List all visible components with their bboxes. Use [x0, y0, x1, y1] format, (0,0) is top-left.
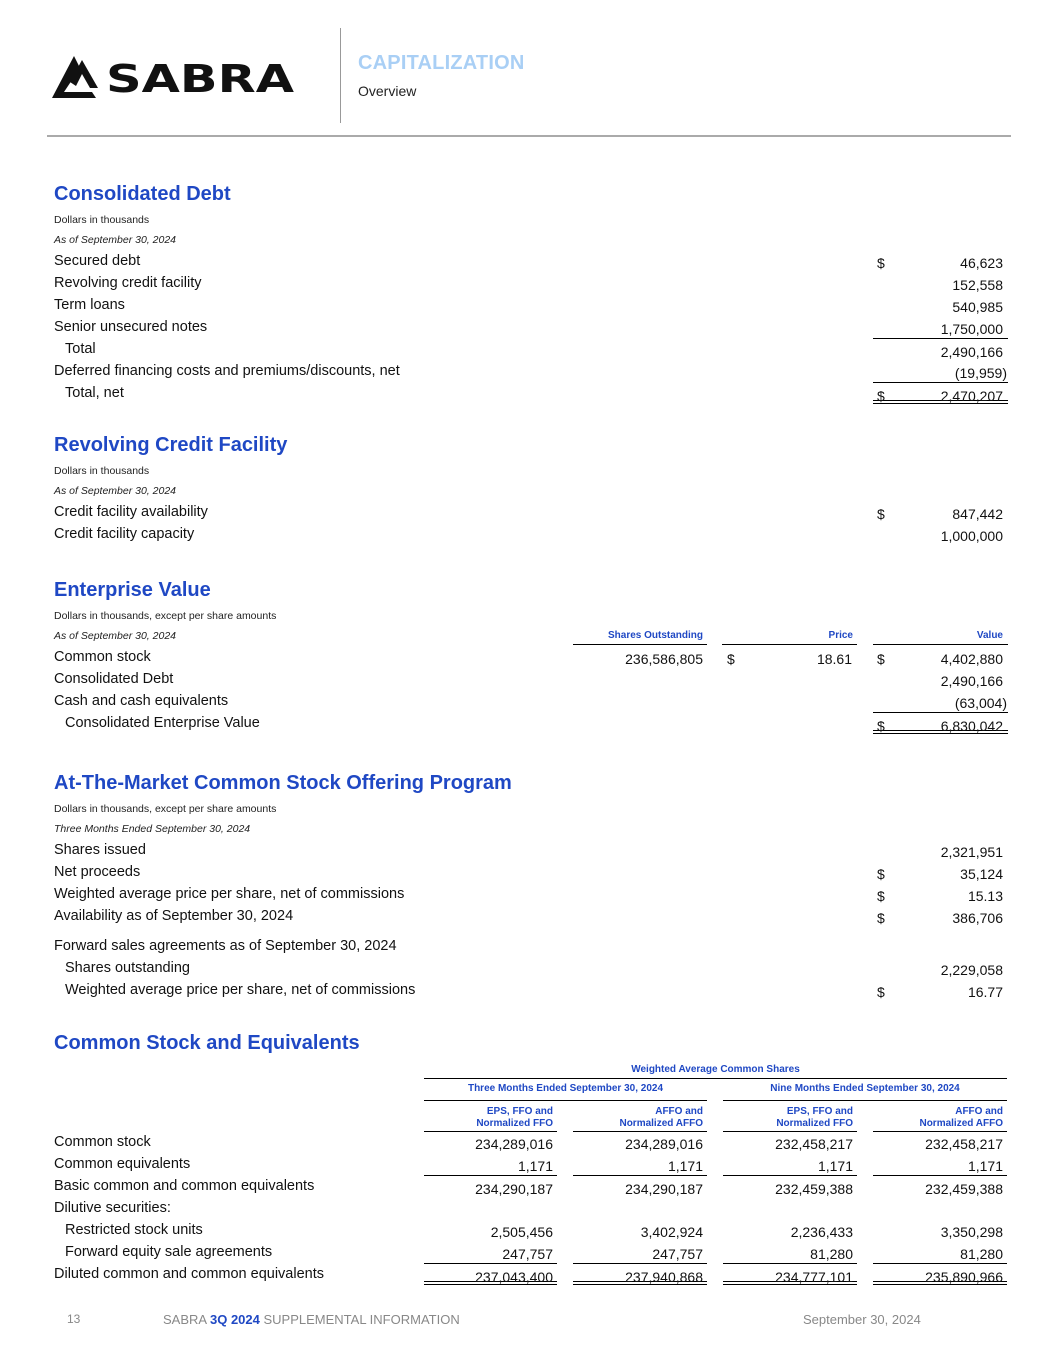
table-cell [723, 1175, 857, 1197]
table-cell [873, 979, 1008, 1001]
units-note: Dollars in thousands, except per share amounts [54, 610, 277, 622]
cell-value: 35,124 [960, 866, 1003, 882]
table-cell [723, 1219, 857, 1241]
cell-value: 1,171 [967, 1158, 1003, 1174]
table-cell [873, 316, 1008, 338]
table-cell [573, 1131, 707, 1153]
footer-period: 3Q 2024 [209, 1312, 260, 1327]
cell-value: 3,402,924 [640, 1224, 703, 1240]
table-row [0, 861, 1055, 883]
table-row [0, 523, 1055, 545]
table-row [0, 1241, 1055, 1263]
group-header: Weighted Average Common Shares [631, 1064, 800, 1075]
table-cell [873, 1131, 1007, 1153]
cell-value: 234,289,016 [475, 1136, 553, 1152]
table-cell [873, 690, 1008, 712]
table-cell [873, 294, 1008, 316]
row-label: Shares issued [54, 842, 146, 858]
footer-brand: SABRA [163, 1312, 207, 1327]
col-header: EPS, FFO and Normalized FFO [776, 1106, 853, 1129]
table-cell [424, 1219, 557, 1241]
table-row [0, 338, 1055, 360]
table-cell [873, 501, 1008, 523]
currency-symbol: $ [877, 984, 885, 1000]
table-cell [873, 712, 1008, 734]
table-cell [723, 1263, 857, 1285]
row-label: Credit facility capacity [54, 526, 195, 542]
row-label: Common equivalents [54, 1156, 191, 1172]
table-row [0, 1153, 1055, 1175]
table-row [0, 712, 1055, 734]
cell-value: 1,750,000 [940, 321, 1003, 337]
header-rule [47, 135, 1011, 137]
common-stock-table [0, 1131, 1055, 1285]
table-cell [873, 883, 1008, 905]
currency-symbol: $ [877, 388, 885, 404]
cell-value: 232,458,217 [925, 1136, 1003, 1152]
cell-value: 15.13 [967, 888, 1003, 904]
row-label: Basic common and common equivalents [54, 1178, 315, 1194]
cell-value: 2,229,058 [940, 962, 1003, 978]
cell-value: 237,043,400 [475, 1269, 553, 1285]
table-cell [573, 646, 707, 668]
cell-value: 540,985 [952, 299, 1003, 315]
section-title: Common Stock and Equivalents [54, 1032, 360, 1054]
table-cell [873, 250, 1008, 272]
cell-value: 3,350,298 [940, 1224, 1003, 1240]
row-label: Diluted common and common equivalents [54, 1266, 324, 1282]
table-row [0, 382, 1055, 404]
units-note: Dollars in thousands, except per share amounts [54, 803, 277, 815]
currency-symbol: $ [877, 718, 885, 734]
units-note: Dollars in thousands [54, 465, 150, 477]
cell-value: 46,623 [960, 255, 1003, 271]
row-label: Weighted average price per share, net of commissions [54, 886, 405, 902]
cell-value: (63,004) [954, 695, 1007, 711]
table-row [0, 883, 1055, 905]
table-row [0, 250, 1055, 272]
cell-value: 1,171 [817, 1158, 853, 1174]
cell-value: 234,289,016 [625, 1136, 703, 1152]
row-label: Weighted average price per share, net of commissions [65, 982, 416, 998]
ev-table [0, 646, 1055, 734]
svg-text:SABRA: SABRA [106, 57, 295, 98]
table-row [0, 1131, 1055, 1153]
footer-doc-title [163, 1312, 460, 1327]
table-cell [573, 1241, 707, 1263]
table-cell [573, 1175, 707, 1197]
debt-table [0, 250, 1055, 404]
row-label: Forward equity sale agreements [65, 1244, 273, 1260]
cell-value: 236,586,805 [625, 651, 703, 667]
table-cell [424, 1131, 557, 1153]
table-cell [424, 1175, 557, 1197]
units-note: Dollars in thousands [54, 214, 150, 226]
row-label: Senior unsecured notes [54, 319, 208, 335]
currency-symbol: $ [877, 651, 885, 667]
currency-symbol: $ [877, 888, 885, 904]
cell-value: 2,490,166 [940, 673, 1003, 689]
cell-value: 234,290,187 [475, 1181, 553, 1197]
row-label: Forward sales agreements as of September 30, 2024 [54, 938, 397, 954]
table-cell [573, 1153, 707, 1175]
table-row [0, 957, 1055, 979]
row-label: Common stock [54, 649, 151, 665]
row-label: Total [65, 341, 96, 357]
page-subtitle: Overview [358, 83, 417, 99]
table-row [0, 1219, 1055, 1241]
footer-date: September 30, 2024 [803, 1312, 921, 1327]
as-of-note: As of September 30, 2024 [54, 485, 176, 497]
cell-value: 6,830,042 [940, 718, 1003, 734]
cell-value: 18.61 [816, 651, 852, 667]
currency-symbol: $ [877, 866, 885, 882]
cell-value: 232,459,388 [775, 1181, 853, 1197]
cell-value: 2,321,951 [940, 844, 1003, 860]
table-row [0, 1197, 1055, 1219]
section-title: Consolidated Debt [54, 183, 231, 205]
row-label: Term loans [54, 297, 125, 313]
table-row [0, 316, 1055, 338]
page-number: 13 [67, 1312, 81, 1326]
table-row [0, 360, 1055, 382]
cell-value: 81,280 [960, 1246, 1003, 1262]
cell-value: 234,290,187 [625, 1181, 703, 1197]
table-row [0, 979, 1055, 1001]
table-row [0, 905, 1055, 927]
cell-value: 386,706 [952, 910, 1003, 926]
table-cell [873, 1263, 1007, 1285]
table-row [0, 839, 1055, 861]
cell-value: 1,171 [667, 1158, 703, 1174]
cell-value: 2,505,456 [490, 1224, 553, 1240]
section-title: Enterprise Value [54, 579, 211, 601]
table-row [0, 501, 1055, 523]
table-cell [723, 1241, 857, 1263]
row-label: Total, net [65, 385, 124, 401]
atm-table [0, 839, 1055, 1001]
cell-value: 235,890,966 [925, 1269, 1003, 1285]
table-cell [873, 338, 1008, 360]
cell-value: 232,458,217 [775, 1136, 853, 1152]
as-of-note: As of September 30, 2024 [54, 234, 176, 246]
cell-value: 81,280 [810, 1246, 853, 1262]
row-label: Secured debt [54, 253, 141, 269]
table-cell [722, 646, 857, 668]
sabra-logo [52, 52, 296, 98]
row-label: Consolidated Debt [54, 671, 174, 687]
header-rule [573, 644, 707, 645]
table-row [0, 1263, 1055, 1285]
row-label: Revolving credit facility [54, 275, 202, 291]
credit-table [0, 501, 1055, 545]
row-label: Consolidated Enterprise Value [65, 715, 260, 731]
cell-value: 2,236,433 [790, 1224, 853, 1240]
as-of-note: As of September 30, 2024 [54, 630, 176, 642]
page-title: CAPITALIZATION [358, 52, 525, 74]
cell-value: 232,459,388 [925, 1181, 1003, 1197]
table-cell [873, 646, 1008, 668]
currency-symbol: $ [877, 910, 885, 926]
table-row [0, 1175, 1055, 1197]
cell-value: 237,940,868 [625, 1269, 703, 1285]
table-cell [873, 1241, 1007, 1263]
footer-doc: SUPPLEMENTAL INFORMATION [263, 1312, 460, 1327]
table-cell [723, 1153, 857, 1175]
row-label: Shares outstanding [65, 960, 190, 976]
table-cell [873, 272, 1008, 294]
table-cell [873, 861, 1008, 883]
row-label: Credit facility availability [54, 504, 208, 520]
table-cell [873, 1175, 1007, 1197]
row-label: Restricted stock units [65, 1222, 203, 1238]
col-header: AFFO and Normalized AFFO [919, 1106, 1003, 1129]
header-rule [424, 1100, 707, 1101]
col-header-shares: Shares Outstanding [607, 630, 703, 641]
table-row [0, 668, 1055, 690]
table-row [0, 646, 1055, 668]
table-cell [424, 1241, 557, 1263]
header-rule [723, 1100, 1007, 1101]
table-cell [573, 1219, 707, 1241]
table-cell [873, 668, 1008, 690]
cell-value: 247,757 [652, 1246, 703, 1262]
table-cell [573, 1263, 707, 1285]
table-cell [873, 957, 1008, 979]
cell-value: 16.77 [967, 984, 1003, 1000]
cell-value: 1,000,000 [940, 528, 1003, 544]
currency-symbol: $ [727, 651, 735, 667]
header-rule [873, 644, 1008, 645]
table-row [0, 272, 1055, 294]
row-label: Cash and cash equivalents [54, 693, 229, 709]
row-label: Net proceeds [54, 864, 141, 880]
table-cell [873, 1219, 1007, 1241]
table-cell [424, 1263, 557, 1285]
row-label: Dilutive securities: [54, 1200, 171, 1216]
cell-value: 2,490,166 [940, 344, 1003, 360]
section-title: At-The-Market Common Stock Offering Program [54, 772, 512, 794]
col-header: EPS, FFO and Normalized FFO [476, 1106, 553, 1129]
table-row [0, 690, 1055, 712]
col-header: AFFO and Normalized AFFO [619, 1106, 703, 1129]
header-rule [722, 644, 857, 645]
section-title: Revolving Credit Facility [54, 434, 288, 456]
table-cell [873, 839, 1008, 861]
currency-symbol: $ [877, 255, 885, 271]
cell-value: 4,402,880 [940, 651, 1003, 667]
cell-value: 847,442 [952, 506, 1003, 522]
cell-value: 247,757 [502, 1246, 553, 1262]
table-cell [873, 523, 1008, 545]
row-label: Deferred financing costs and premiums/discounts, net [54, 363, 400, 379]
table-cell [424, 1153, 557, 1175]
table-cell [873, 360, 1008, 382]
col-header-price: Price [828, 630, 853, 641]
table-cell [873, 382, 1008, 404]
cell-value: 2,470,207 [940, 388, 1003, 404]
row-label: Common stock [54, 1134, 151, 1150]
table-cell [873, 905, 1008, 927]
cell-value: 152,558 [952, 277, 1003, 293]
row-label: Availability as of September 30, 2024 [54, 908, 294, 924]
header-rule [424, 1078, 1007, 1079]
cell-value: 1,171 [517, 1158, 553, 1174]
period-header-three-months: Three Months Ended September 30, 2024 [467, 1083, 664, 1094]
cell-value: 234,777,101 [775, 1269, 853, 1285]
as-of-note: Three Months Ended September 30, 2024 [54, 823, 251, 835]
table-cell [873, 1153, 1007, 1175]
currency-symbol: $ [877, 506, 885, 522]
table-row [0, 935, 1055, 957]
col-header-value: Value [976, 630, 1003, 641]
header-divider [340, 28, 341, 123]
period-header-nine-months: Nine Months Ended September 30, 2024 [770, 1083, 960, 1094]
cell-value: (19,959) [954, 365, 1007, 381]
table-cell [723, 1131, 857, 1153]
table-row [0, 294, 1055, 316]
